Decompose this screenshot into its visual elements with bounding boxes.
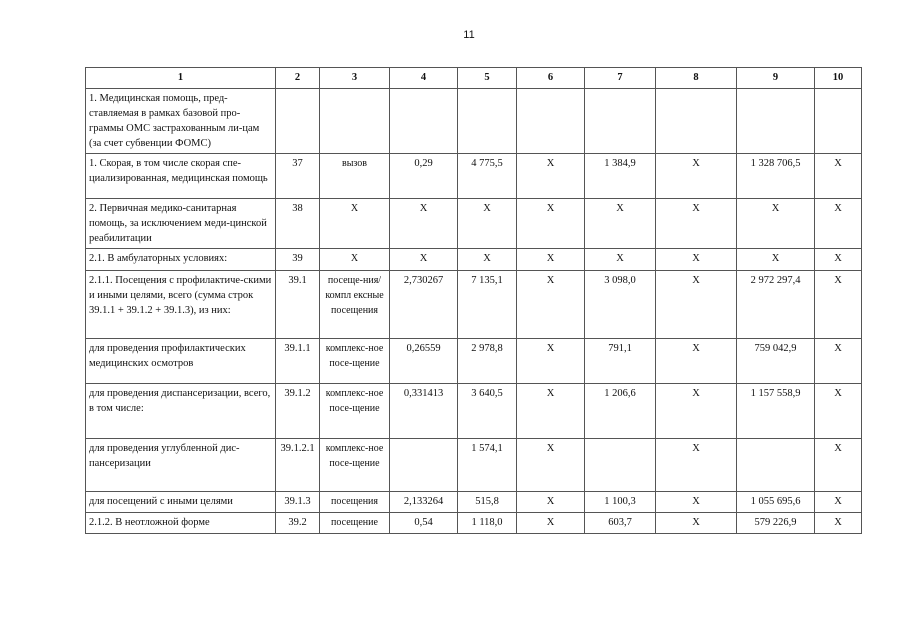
row-label: 2.1. В амбулаторных условиях: (86, 249, 276, 271)
value-cell: Х (656, 492, 737, 513)
value-cell: 1 118,0 (458, 513, 517, 534)
value-cell: 2,730267 (390, 271, 458, 339)
value-cell: 3 098,0 (585, 271, 656, 339)
unit-cell: Х (320, 249, 390, 271)
value-cell: 0,331413 (390, 384, 458, 439)
table-row (86, 513, 862, 534)
table-row (86, 199, 862, 249)
table-row (86, 384, 862, 439)
unit-cell: вызов (320, 154, 390, 199)
value-cell: 1 157 558,9 (737, 384, 815, 439)
column-header: 7 (585, 68, 656, 89)
value-cell: Х (517, 513, 585, 534)
value-cell (737, 89, 815, 154)
column-header: 4 (390, 68, 458, 89)
data-table (85, 67, 862, 534)
value-cell: 1 384,9 (585, 154, 656, 199)
value-cell (656, 89, 737, 154)
table-row (86, 154, 862, 199)
table-row (86, 492, 862, 513)
value-cell: 0,54 (390, 513, 458, 534)
unit-cell: посеще-ния/компл ексные посещения (320, 271, 390, 339)
value-cell: 579 226,9 (737, 513, 815, 534)
value-cell: 2,133264 (390, 492, 458, 513)
value-cell: 791,1 (585, 339, 656, 384)
column-header: 3 (320, 68, 390, 89)
row-code: 39.2 (276, 513, 320, 534)
value-cell: Х (815, 154, 862, 199)
table-row (86, 249, 862, 271)
row-label: 2. Первичная медико-санитарная помощь, за исключением меди-цинской реабилитации (86, 199, 276, 249)
value-cell: Х (656, 154, 737, 199)
value-cell: Х (656, 271, 737, 339)
value-cell: Х (585, 199, 656, 249)
value-cell: Х (517, 199, 585, 249)
value-cell: Х (458, 199, 517, 249)
value-cell: 0,26559 (390, 339, 458, 384)
value-cell: 1 206,6 (585, 384, 656, 439)
table-row (86, 89, 862, 154)
row-label: для посещений с иными целями (86, 492, 276, 513)
value-cell: 0,29 (390, 154, 458, 199)
value-cell: 1 574,1 (458, 439, 517, 492)
value-cell: 4 775,5 (458, 154, 517, 199)
value-cell: Х (656, 339, 737, 384)
unit-cell: Х (320, 199, 390, 249)
value-cell: Х (815, 271, 862, 339)
value-cell: 1 055 695,6 (737, 492, 815, 513)
value-cell (458, 89, 517, 154)
value-cell: 7 135,1 (458, 271, 517, 339)
row-code: 39.1 (276, 271, 320, 339)
table-row (86, 439, 862, 492)
value-cell (585, 89, 656, 154)
value-cell: Х (737, 249, 815, 271)
value-cell (737, 439, 815, 492)
column-header: 2 (276, 68, 320, 89)
table-body (86, 89, 862, 534)
value-cell: 515,8 (458, 492, 517, 513)
value-cell: Х (815, 439, 862, 492)
column-header: 5 (458, 68, 517, 89)
value-cell: Х (517, 439, 585, 492)
value-cell: Х (815, 339, 862, 384)
row-code: 39.1.2 (276, 384, 320, 439)
row-code: 39.1.2.1 (276, 439, 320, 492)
value-cell: 2 972 297,4 (737, 271, 815, 339)
value-cell (517, 89, 585, 154)
value-cell: Х (517, 249, 585, 271)
row-label: 2.1.1. Посещения с профилактиче-скими и иными целями, всего (сумма строк 39.1.1 + 39.1.2 + 39.1.3), из них: (86, 271, 276, 339)
value-cell: Х (737, 199, 815, 249)
page-number: 11 (463, 29, 475, 41)
value-cell: Х (815, 384, 862, 439)
row-label: для проведения углубленной дис-пансеризации (86, 439, 276, 492)
table-row (86, 271, 862, 339)
unit-cell: комплекс-ное посе-щение (320, 384, 390, 439)
value-cell: Х (517, 154, 585, 199)
value-cell (390, 439, 458, 492)
unit-cell: посещения (320, 492, 390, 513)
value-cell: Х (815, 492, 862, 513)
value-cell: Х (390, 199, 458, 249)
value-cell: Х (656, 513, 737, 534)
header-row (86, 68, 862, 89)
value-cell (390, 89, 458, 154)
column-header: 10 (815, 68, 862, 89)
value-cell: Х (656, 249, 737, 271)
row-label: 1. Скорая, в том числе скорая спе-циализированная, медицинская помощь (86, 154, 276, 199)
value-cell: 2 978,8 (458, 339, 517, 384)
row-code (276, 89, 320, 154)
unit-cell: комплекс-ное посе-щение (320, 339, 390, 384)
value-cell: Х (517, 339, 585, 384)
value-cell: 759 042,9 (737, 339, 815, 384)
column-header: 6 (517, 68, 585, 89)
value-cell: Х (815, 249, 862, 271)
value-cell: Х (585, 249, 656, 271)
value-cell: Х (517, 492, 585, 513)
unit-cell: комплекс-ное посе-щение (320, 439, 390, 492)
value-cell: Х (815, 513, 862, 534)
column-header: 8 (656, 68, 737, 89)
value-cell: Х (390, 249, 458, 271)
row-code: 37 (276, 154, 320, 199)
value-cell: Х (656, 384, 737, 439)
row-label: для проведения профилактических медицинских осмотров (86, 339, 276, 384)
value-cell: Х (656, 199, 737, 249)
value-cell: 3 640,5 (458, 384, 517, 439)
value-cell: Х (517, 384, 585, 439)
row-label: 2.1.2. В неотложной форме (86, 513, 276, 534)
unit-cell (320, 89, 390, 154)
unit-cell: посещение (320, 513, 390, 534)
table-row (86, 339, 862, 384)
value-cell (815, 89, 862, 154)
value-cell: Х (815, 199, 862, 249)
value-cell: 603,7 (585, 513, 656, 534)
row-code: 38 (276, 199, 320, 249)
row-code: 39.1.1 (276, 339, 320, 384)
value-cell: Х (458, 249, 517, 271)
column-header: 9 (737, 68, 815, 89)
row-code: 39 (276, 249, 320, 271)
row-code: 39.1.3 (276, 492, 320, 513)
column-header: 1 (86, 68, 276, 89)
value-cell (585, 439, 656, 492)
row-label: 1. Медицинская помощь, пред-ставляемая в рамках базовой про-граммы ОМС застрахованным ли-цам (за счет субвенции ФОМС) (86, 89, 276, 154)
row-label: для проведения диспансеризации, всего, в том числе: (86, 384, 276, 439)
value-cell: Х (656, 439, 737, 492)
value-cell: Х (517, 271, 585, 339)
value-cell: 1 100,3 (585, 492, 656, 513)
value-cell: 1 328 706,5 (737, 154, 815, 199)
